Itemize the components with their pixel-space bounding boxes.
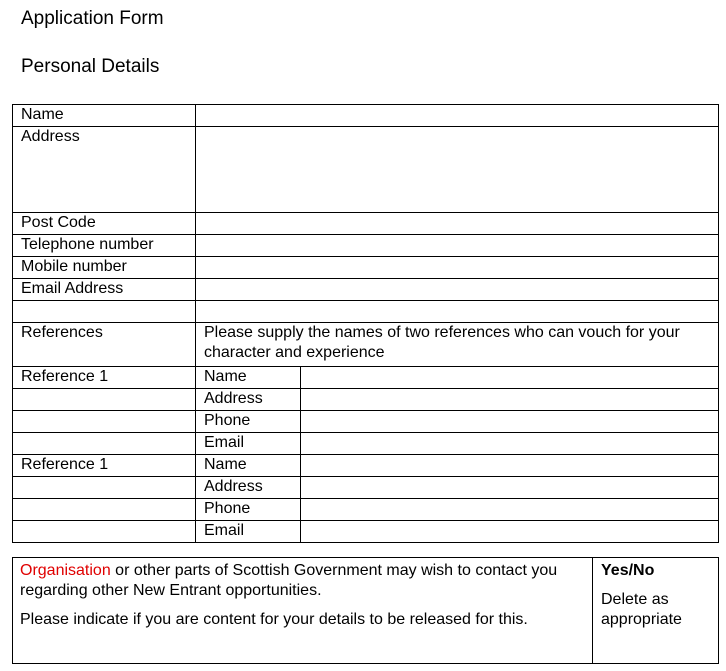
organisation-highlight: Organisation	[20, 562, 111, 579]
consent-indicate: Please indicate if you are content for your details to be released for this.	[20, 611, 528, 628]
references-instructions: Please supply the names of two references who can vouch for your character and experience	[196, 323, 719, 367]
yes-no-label: Yes/No	[601, 562, 655, 579]
address-row	[13, 127, 719, 213]
mobile-input-cell[interactable]	[196, 257, 719, 279]
mobile-label: Mobile number	[13, 257, 196, 279]
ref1-email-input-cell[interactable]	[301, 433, 719, 455]
delete-note: Delete as appropriate	[601, 591, 682, 628]
ref2-spacer	[13, 521, 196, 543]
ref1-phone-row	[13, 411, 719, 433]
ref1-address-label: Address	[196, 389, 301, 411]
ref1-address-input-cell[interactable]	[301, 389, 719, 411]
ref2-name-row	[13, 455, 719, 477]
ref2-phone-label: Phone	[196, 499, 301, 521]
ref1-phone-label: Phone	[196, 411, 301, 433]
ref2-address-row	[13, 477, 719, 499]
name-label: Name	[13, 105, 196, 127]
telephone-label: Telephone number	[13, 235, 196, 257]
blank-value-cell	[196, 301, 719, 323]
ref2-spacer	[13, 477, 196, 499]
reference-1-label: Reference 1	[13, 367, 196, 389]
ref2-address-label: Address	[196, 477, 301, 499]
ref2-email-input-cell[interactable]	[301, 521, 719, 543]
consent-text-cell	[13, 558, 593, 664]
name-input-cell[interactable]	[196, 105, 719, 127]
ref1-email-label: Email	[196, 433, 301, 455]
ref1-phone-input-cell[interactable]	[301, 411, 719, 433]
references-row	[13, 323, 719, 367]
address-label: Address	[13, 127, 196, 213]
ref1-name-row	[13, 367, 719, 389]
email-label: Email Address	[13, 279, 196, 301]
ref2-email-label: Email	[196, 521, 301, 543]
ref2-phone-row	[13, 499, 719, 521]
ref1-spacer	[13, 389, 196, 411]
address-input-cell[interactable]	[196, 127, 719, 213]
mobile-row	[13, 257, 719, 279]
blank-row	[13, 301, 719, 323]
form-title: Application Form	[21, 8, 164, 29]
references-label: References	[13, 323, 196, 367]
personal-details-table	[12, 104, 719, 543]
ref2-name-label: Name	[196, 455, 301, 477]
ref2-spacer	[13, 499, 196, 521]
email-input-cell[interactable]	[196, 279, 719, 301]
telephone-row	[13, 235, 719, 257]
post-code-input-cell[interactable]	[196, 213, 719, 235]
post-code-row	[13, 213, 719, 235]
post-code-label: Post Code	[13, 213, 196, 235]
ref2-phone-input-cell[interactable]	[301, 499, 719, 521]
ref1-spacer	[13, 411, 196, 433]
blank-label-cell	[13, 301, 196, 323]
ref1-address-row	[13, 389, 719, 411]
telephone-input-cell[interactable]	[196, 235, 719, 257]
yes-no-cell[interactable]	[593, 558, 719, 664]
consent-row	[13, 558, 719, 664]
consent-statement	[20, 561, 585, 601]
email-row	[13, 279, 719, 301]
section-title: Personal Details	[21, 56, 160, 77]
ref1-spacer	[13, 433, 196, 455]
ref1-email-row	[13, 433, 719, 455]
consent-statement-rest: or other parts of Scottish Government may wish to contact you regarding other New Entrant opportunities.	[20, 562, 558, 599]
name-row	[13, 105, 719, 127]
consent-table	[12, 557, 719, 664]
ref2-name-input-cell[interactable]	[301, 455, 719, 477]
ref1-name-input-cell[interactable]	[301, 367, 719, 389]
ref2-email-row	[13, 521, 719, 543]
ref1-name-label: Name	[196, 367, 301, 389]
ref2-address-input-cell[interactable]	[301, 477, 719, 499]
reference-2-label: Reference 1	[13, 455, 196, 477]
